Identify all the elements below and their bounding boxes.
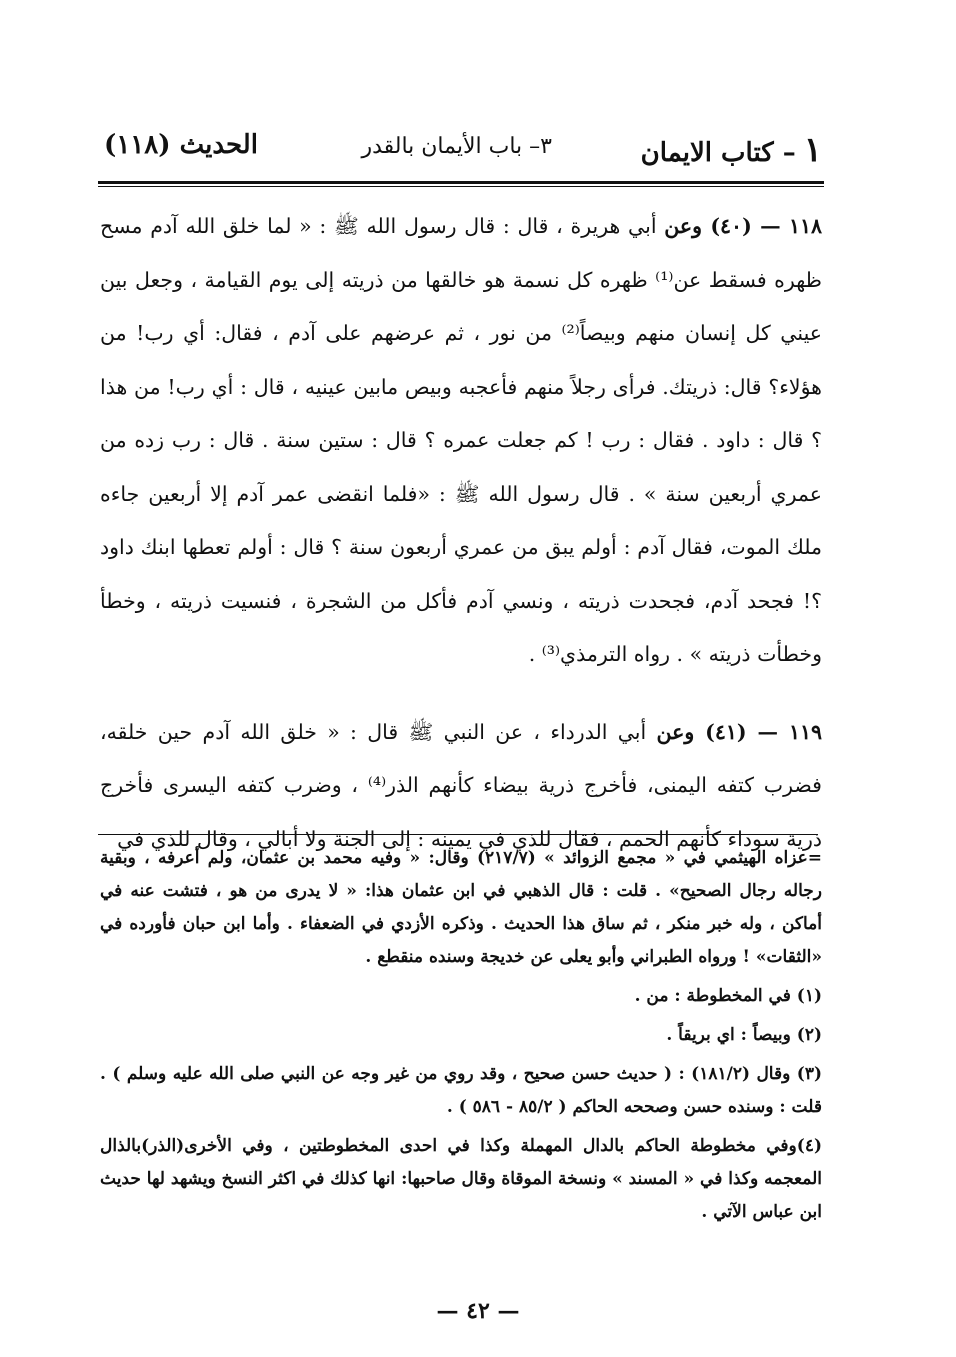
header-rule <box>98 181 824 187</box>
section-title: ٣– باب الأيمان بالقدر <box>361 134 552 159</box>
footnote-4: (٤)وفي مخطوطة الحاكم بالدال المهملة وكذا في احدى المخطوطتين ، وفي الأخرى(الذر)بالذال المعجمه وكذا في « المسند » ونسخة الموقاة وقال صاحبها: انها كذلك في اكثر النسخ ويشهد لها حديث ابن عباس الآتي . <box>100 1136 822 1222</box>
footnote-continuation: =عزاه الهيثمي في « مجمع الزوائد » (٢١٧/٧) وقال: « وفيه محمد بن عثمان، ولم أعرفه ، وبقية رجاله رجال الصحيح» . قلت : قال الذهبي في ابن عثمان هذا: « لا يدرى من هو ، فتشت عنه في أماكن ، وله خبر منكر ، ثم ساق هذا الحديث . وذكره الأزدي في الضعفاء . وأما ابن حبان فأورده في «الثقات» ! ورواه الطبراني وأبو يعلى عن خديجة وسنده منقطع . <box>100 848 822 967</box>
footnote-rule <box>98 834 818 835</box>
hadith-119-number: ١١٩ — (٤١) وعن <box>656 719 822 744</box>
footnotes <box>100 842 822 1229</box>
footnote-2: (٢) وبيصاً : اي بريقاً . <box>666 1025 822 1045</box>
chapter-number: ١ <box>803 130 822 170</box>
chapter-title <box>641 130 822 170</box>
hadith-reference: الحديث (١١٨) <box>104 130 258 160</box>
main-text <box>100 200 822 866</box>
hadith-118 <box>100 200 822 682</box>
chapter-name: – كتاب الايمان <box>640 138 796 168</box>
footnote-1: (١) في المخطوطة : من . <box>634 986 822 1006</box>
hadith-119-text: أبي الدرداء ، عن النبي ﷺ قال : « خلق الله آدم حين خلقه، فضرب كتفه اليمنى، فأخرج ذرية بيضاء كأنهم الذر⁽⁴⁾ ، وضرب كتفه اليسرى فأخرج ذرية سوداء كأنهم الحمم ، فقال للذي في يمينه : إلى الجنة ولا أبالي ، وقال للذي في <box>100 719 822 851</box>
hadith-118-text: أبي هريرة ، قال : قال رسول الله ﷺ : « لما خلق الله آدم مسح ظهره فسقط عن⁽¹⁾ ظهره كل نسمة هو خالقها من ذريته إلى يوم القيامة ، وجعل بين عيني كل إنسان منهم وبيصاً⁽²⁾ من نور ، ثم عرضهم على آدم ، فقال: أي رب! من هؤلاء؟ قال: ذريتك. فرأى رجلاً منهم فأعجبه وبيص مابين عينيه ، قال : أي رب! من هذا ؟ قال : داود . فقال : رب ! كم جعلت عمره ؟ قال : ستين سنة . قال : رب زده من عمري أربعين سنة » . قال رسول الله ﷺ : «فلما انقضى عمر آدم إلا أربعين جاءه ملك الموت، فقال آدم : أولم يبق من عمري أربعون سنة ؟ قال : أولم تعطها ابنك داود ؟! فجحد آدم، فجحدت ذريته ، ونسي آدم فأكل من الشجرة ، فنسيت ذريته ، وخطأ وخطأت ذريته » . رواه الترمذي⁽³⁾ . <box>100 214 823 666</box>
footnote-3: (٣) وقال (١٨١/٢) : ( حديث حسن صحيح ، وقد روي من غير وجه عن النبي صلى الله عليه وسلم ) . قلت : وسنده حسن وصححه الحاكم ( ٨٥/٢ - ٥٨٦ ) . <box>100 1064 823 1117</box>
hadith-118-number: ١١٨ — (٤٠) وعن <box>664 214 822 238</box>
page-header <box>100 128 822 176</box>
page-number: — ٤٢ — <box>436 1298 520 1324</box>
